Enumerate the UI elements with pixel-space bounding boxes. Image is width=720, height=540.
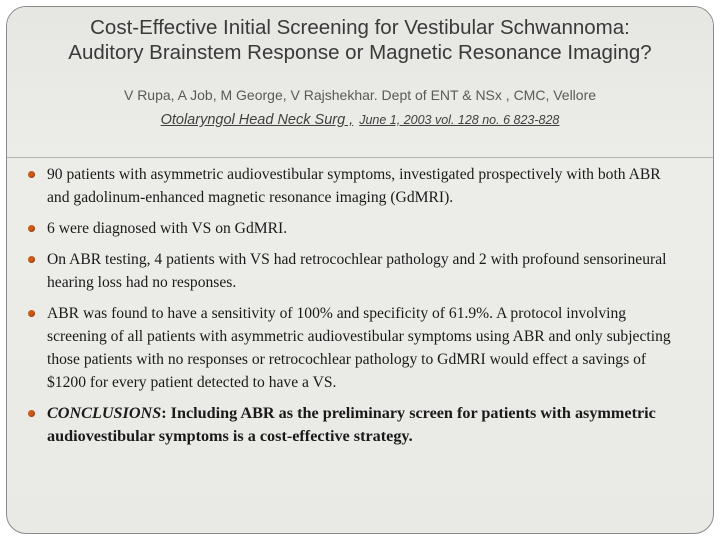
title-line-2: Auditory Brainstem Response or Magnetic Resonance Imaging? — [68, 41, 652, 64]
bullet-item-3 — [25, 248, 685, 294]
title-line-1: Cost-Effective Initial Screening for Vestibular Schwannoma: — [90, 16, 630, 39]
bullet-dot-icon — [28, 171, 35, 178]
bullet-item-4 — [25, 302, 685, 394]
slide-header — [7, 7, 713, 158]
slide — [6, 6, 714, 534]
authors-line: V Rupa, A Job, M George, V Rajshekhar. Dept of ENT & NSx , CMC, Vellore — [123, 87, 597, 103]
bullet-item-conclusion — [25, 402, 685, 448]
bullet-text: On ABR testing, 4 patients with VS had retrocochlear pathology and 2 with profound sensorineural hearing loss had no responses. — [47, 251, 667, 291]
bullet-text: 90 patients with asymmetric audiovestibular symptoms, investigated prospectively with both ABR and gadolinum-enhanced magnetic resonance imaging (GdMRI). — [47, 166, 661, 206]
bullet-item-2 — [25, 217, 685, 240]
conclusion-label: CONCLUSIONS — [47, 404, 162, 422]
citation-link[interactable] — [161, 111, 560, 128]
journal-name: Otolaryngol Head Neck Surg , — [160, 112, 354, 128]
bullet-text: 6 were diagnosed with VS on GdMRI. — [47, 220, 288, 237]
bullet-dot-icon — [28, 410, 35, 417]
journal-issue: June 1, 2003 vol. 128 no. 6 823-828 — [359, 113, 560, 127]
conclusion-text: : Including ABR as the preliminary screen for patients with asymmetric audiovestibular symptoms is a cost-effective strategy. — [47, 404, 656, 445]
bullet-dot-icon — [28, 225, 35, 232]
bullet-dot-icon — [28, 256, 35, 263]
bullet-list — [25, 163, 685, 456]
citation — [17, 111, 703, 129]
slide-title — [17, 15, 703, 65]
bullet-dot-icon — [28, 310, 35, 317]
bullet-item-1 — [25, 163, 685, 209]
bullet-text: ABR was found to have a sensitivity of 100% and specificity of 61.9%. A protocol involving screening of all patients with asymmetric audiovestibular symptoms using ABR and only subjecting those patients with no responses or retrocochlear pathology to GdMRI would effect a savings of $1200 for every patient detected to have a VS. — [47, 305, 671, 391]
